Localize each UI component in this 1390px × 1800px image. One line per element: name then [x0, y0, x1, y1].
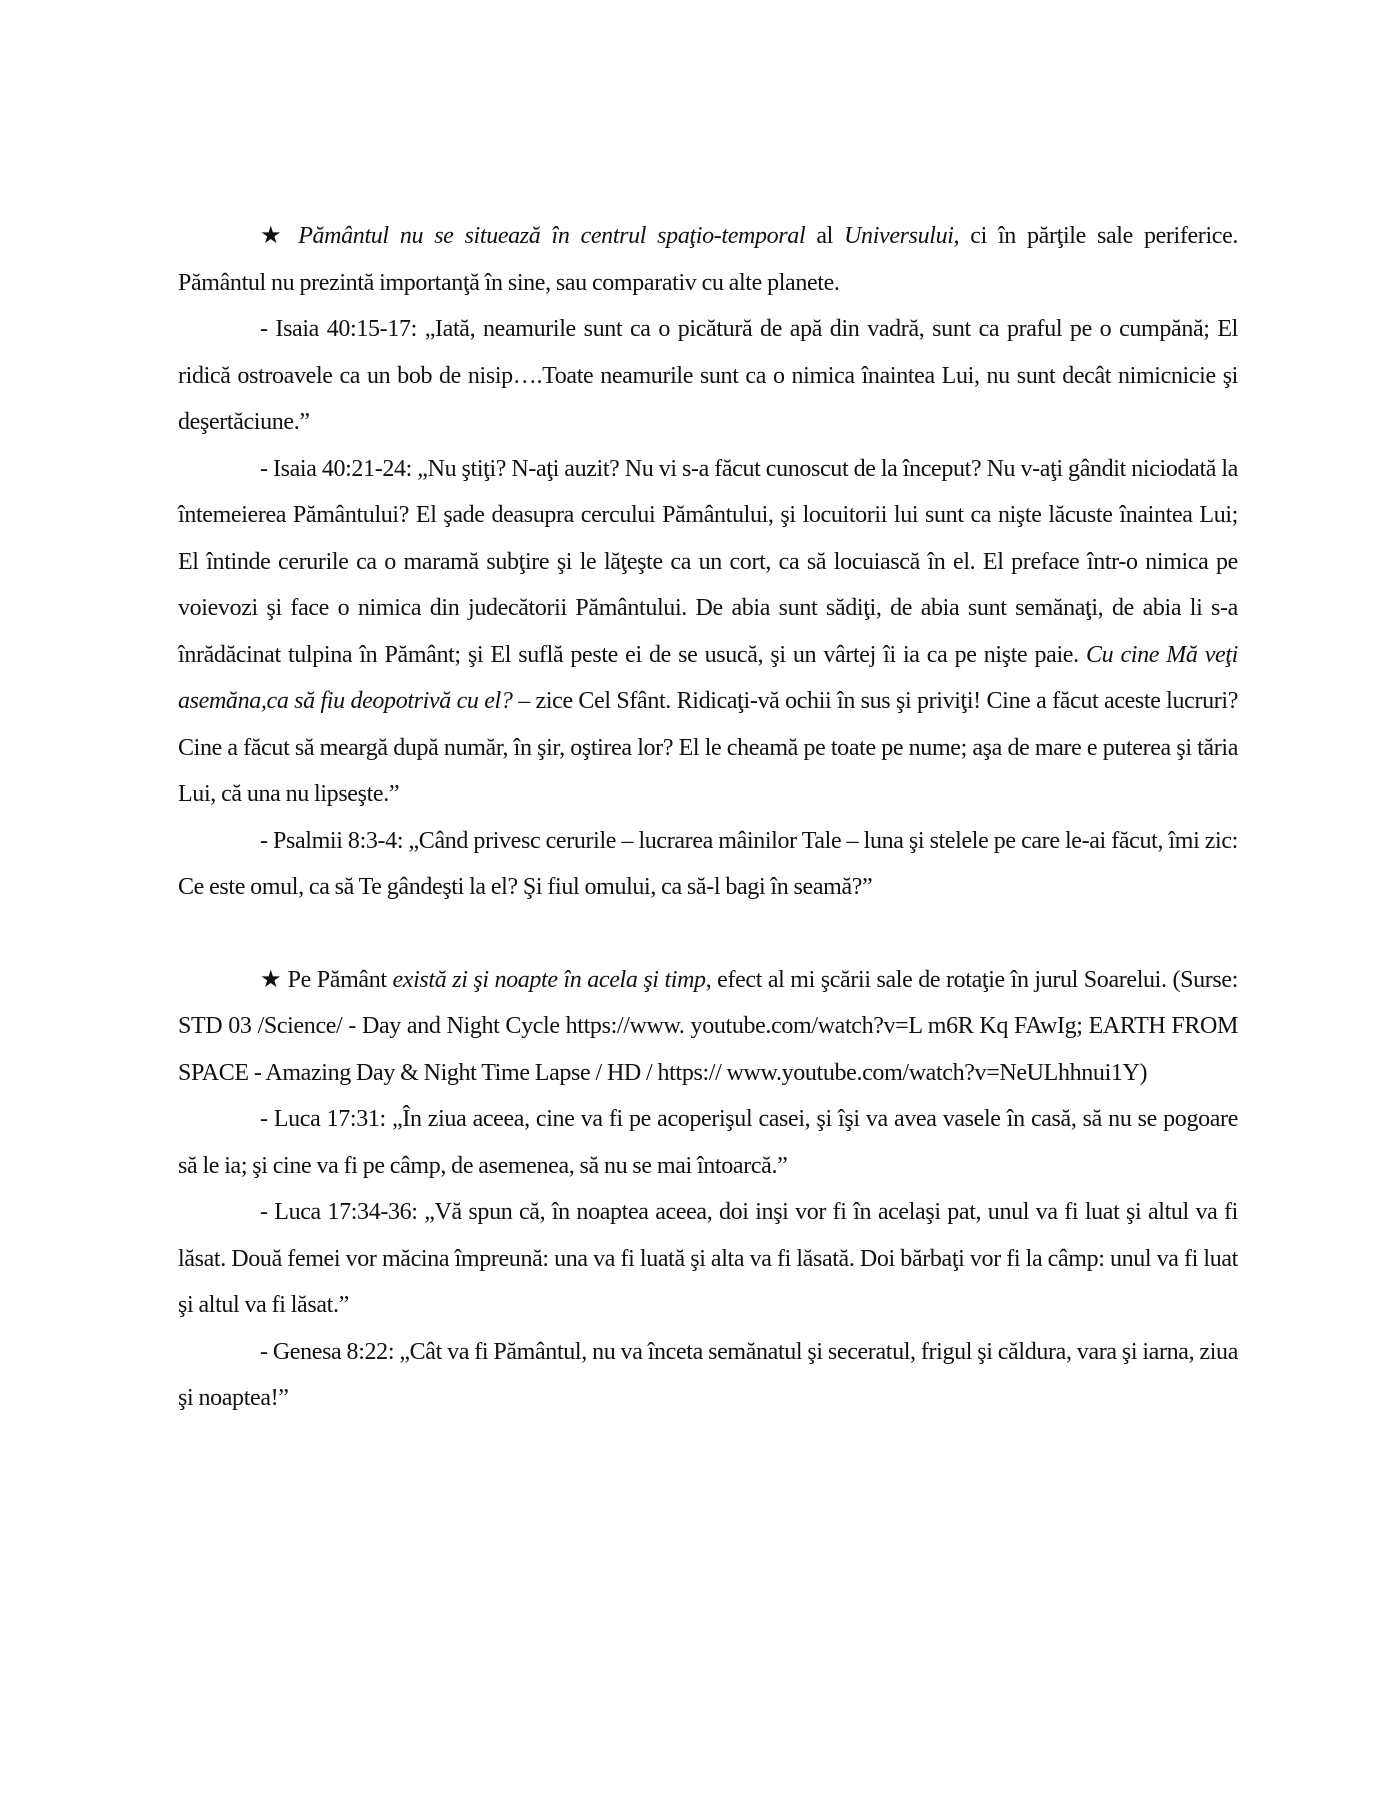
quote-isaia-40-15: - Isaia 40:15-17: „Iată, neamurile sunt ca o picătură de apă din vadră, sunt ca praful pe o cumpănă; El ridică ostroavele ca un bob de nisip….Toate neamurile sunt ca o nimica înaintea Lui, nu sunt decât nimicnicie şi deşertăciune.” [178, 316, 1238, 435]
quote-luca-17-34: - Luca 17:34-36: „Vă spun că, în noaptea aceea, doi inşi vor fi în acelaşi pat, unul va fi luat şi altul va fi lăsat. Două femei vor măcina împreună: una va fi luată şi alta va fi lăsată. Doi bărbaţi vor fi la câmp: unul va fi luat şi altul va fi lăsat.” [178, 1199, 1238, 1318]
star-icon: ★ [260, 966, 282, 993]
section-spacer [178, 911, 1238, 957]
section1-italic-claim: Pământul nu se situează în centrul spaţio-temporal [298, 223, 806, 249]
section1-heading-paragraph [178, 213, 1238, 306]
section2-text: Pe Pământ [281, 966, 393, 993]
quote-text-end: – zice Cel Sfânt. Ridicaţi-vă ochii în sus şi priviţi! Cine a făcut aceste lucruri? Cine a făcut să meargă după număr, în şir, oştirea lor? El le cheamă pe toate pe nume; aşa de mare e puterea şi tăria Lui, că una nu lipseşte.” [178, 688, 1239, 807]
section1-text-rest: , ci în părţile sale periferice. Pământul nu prezintă importanţă în sine, sau comparativ cu alte planete. [178, 223, 1239, 296]
section1-text: al [805, 223, 845, 249]
star-icon: ★ [260, 223, 288, 249]
section2-italic-claim: există zi şi noapte în acela şi timp [392, 966, 706, 993]
quote-italic: Cu cine Mă veţi asemăna,ca să fiu deopotrivă cu el? [178, 641, 1238, 714]
document-page [178, 213, 1238, 1422]
section2-heading-paragraph [178, 957, 1238, 1097]
section2-text-rest: , efect al mi şcării sale de rotaţie în jurul Soarelui. (Surse: STD 03 /Science/ - Day and Night Cycle https://www. youtube.com/watch?v=L m6R Kq FAwIg; EARTH FROM SPACE - Amazing Day & Night Time Lapse / HD / https:// www.youtube.com/watch?v=NeULhhnui1Y) [178, 966, 1239, 1086]
quote-isaia-40-21 [178, 446, 1238, 818]
quote-genesa-8-22: - Genesa 8:22: „Cât va fi Pământul, nu va înceta semănatul şi seceratul, frigul şi căldura, vara şi iarna, ziua şi noaptea!” [178, 1338, 1238, 1411]
quote-luca-17-31: - Luca 17:31: „În ziua aceea, cine va fi pe acoperişul casei, şi îşi va avea vasele în casă, să nu se pogoare să le ia; şi cine va fi pe câmp, de asemenea, să nu se mai întoarcă.” [178, 1106, 1238, 1179]
quote-psalmii-8-3: - Psalmii 8:3-4: „Când privesc cerurile – lucrarea mâinilor Tale – luna şi stelele pe care le-ai făcut, îmi zic: Ce este omul, ca să Te gândeşti la el? Şi fiul omului, ca să-l bagi în seamă?” [178, 827, 1238, 900]
quote-text: - Isaia 40:21-24: „Nu ştiţi? N-aţi auzit? Nu vi s-a făcut cunoscut de la început? Nu v-aţi gândit niciodată la întemeierea Pământului? El şade deasupra cercului Pământului, şi locuitorii lui sunt ca nişte lăcuste înaintea Lui; El întinde cerurile ca o maramă subţire şi le lăţeşte ca un cort, ca să locuiască în el. El preface într-o nimica pe voievozi şi face o nimica din judecătorii Pământului. De abia sunt sădiţi, de abia sunt semănaţi, de abia li s-a înrădăcinat tulpina în Pământ; şi El suflă peste ei de se usucă, şi un vârtej îi ia ca pe nişte paie. [178, 455, 1238, 668]
section1-italic-universe: Universului [844, 223, 954, 249]
